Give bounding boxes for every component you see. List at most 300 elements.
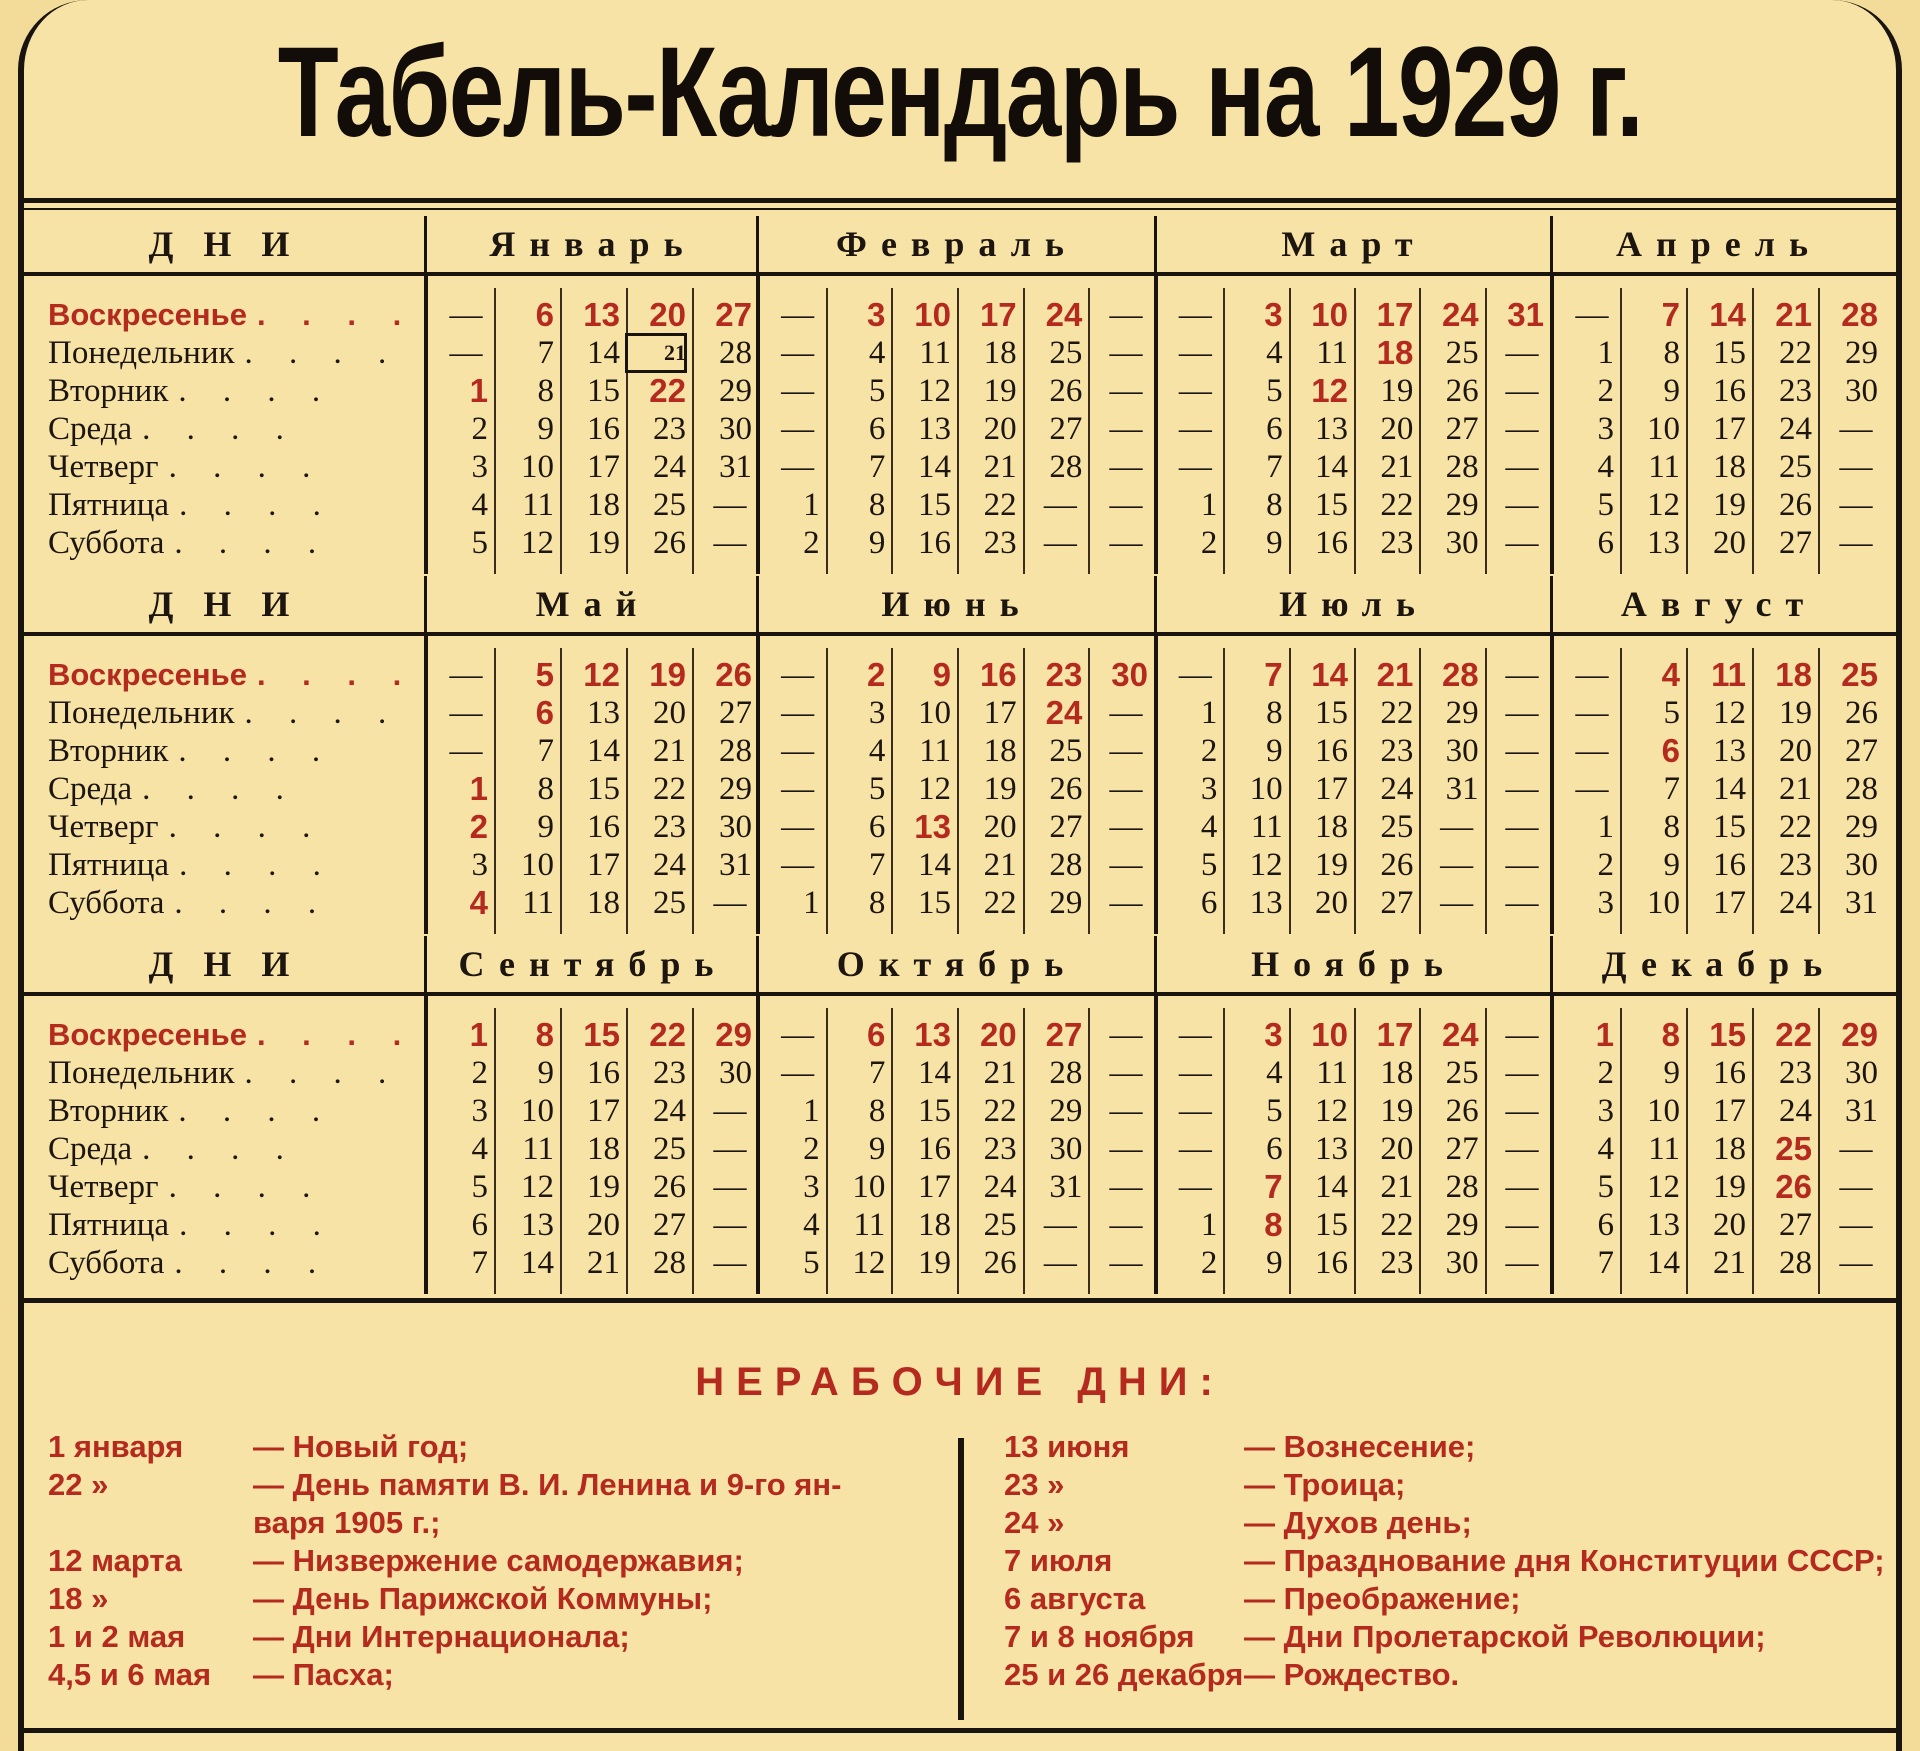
day-cell: 16 bbox=[1713, 373, 1746, 409]
empty-day-cell: — bbox=[1440, 809, 1474, 845]
week-column bbox=[626, 648, 692, 934]
day-cell: 10 bbox=[852, 1169, 886, 1205]
empty-day-cell: — bbox=[1178, 1017, 1212, 1053]
holiday-date: 18 » bbox=[48, 1581, 109, 1616]
day-cell: 1 bbox=[803, 885, 820, 921]
day-cell: 20 bbox=[1779, 733, 1812, 769]
day-cell: 23 bbox=[653, 809, 686, 845]
day-cell: 11 bbox=[919, 335, 951, 371]
week-column bbox=[626, 1008, 692, 1294]
day-cell: 26 bbox=[1380, 847, 1414, 883]
day-cell: 16 bbox=[587, 809, 620, 845]
day-cell: 10 bbox=[1647, 885, 1680, 921]
week-column bbox=[1289, 648, 1354, 934]
empty-day-cell: — bbox=[1839, 487, 1873, 523]
day-cell: 12 bbox=[1314, 1093, 1348, 1129]
day-cell: 7 bbox=[868, 847, 886, 883]
header-divider bbox=[1154, 216, 1157, 272]
empty-day-cell: — bbox=[1505, 657, 1539, 693]
day-cell: 18 bbox=[917, 1207, 951, 1243]
day-cell: 15 bbox=[583, 1016, 620, 1053]
empty-day-cell: — bbox=[1505, 449, 1539, 485]
day-cell: 2 bbox=[803, 1131, 820, 1167]
day-cell: 22 bbox=[983, 885, 1017, 921]
day-cell: 31 bbox=[1507, 296, 1544, 333]
empty-day-cell: — bbox=[1178, 1131, 1212, 1167]
quarter-block bbox=[24, 576, 1896, 936]
week-column bbox=[1023, 1008, 1089, 1294]
day-names-column bbox=[48, 1016, 428, 1282]
empty-day-cell: — bbox=[1575, 771, 1609, 807]
holiday-date: 7 и 8 ноября bbox=[1004, 1619, 1195, 1654]
empty-day-cell: — bbox=[1178, 335, 1212, 371]
day-cell: 30 bbox=[1049, 1131, 1083, 1167]
day-name bbox=[48, 656, 428, 694]
day-cell: 9 bbox=[868, 525, 886, 561]
day-cell: 4 bbox=[1597, 1131, 1614, 1167]
day-cell: 9 bbox=[537, 411, 554, 447]
day-name bbox=[48, 1168, 428, 1206]
day-cell: 2 bbox=[1200, 1245, 1218, 1281]
day-name bbox=[48, 1130, 428, 1168]
day-cell: 3 bbox=[1597, 885, 1614, 921]
day-cell: 9 bbox=[537, 809, 554, 845]
holiday-row bbox=[48, 1618, 958, 1656]
calendar-card bbox=[18, 0, 1902, 1751]
day-cell: 29 bbox=[719, 771, 752, 807]
day-cell: 23 bbox=[1779, 373, 1812, 409]
empty-day-cell: — bbox=[781, 695, 815, 731]
day-cell: 19 bbox=[587, 525, 620, 561]
week-column bbox=[1752, 1008, 1818, 1294]
day-cell: 25 bbox=[1841, 656, 1878, 693]
empty-day-cell: — bbox=[1839, 1245, 1873, 1281]
day-cell: 30 bbox=[1445, 1245, 1479, 1281]
day-cell: 11 bbox=[1250, 809, 1283, 845]
week-column bbox=[760, 288, 826, 574]
day-cell: 6 bbox=[471, 1207, 488, 1243]
day-cell: 6 bbox=[1597, 1207, 1614, 1243]
empty-day-cell: — bbox=[781, 1055, 815, 1091]
empty-day-cell: — bbox=[1109, 1245, 1143, 1281]
holidays-divider bbox=[24, 1298, 1896, 1303]
day-cell: 30 bbox=[719, 809, 752, 845]
week-column bbox=[692, 288, 758, 574]
holiday-name: — День Парижской Коммуны; bbox=[253, 1581, 713, 1616]
day-cell: 13 bbox=[914, 1016, 951, 1053]
days-header: ДНИ bbox=[148, 944, 320, 984]
empty-day-cell: — bbox=[781, 411, 815, 447]
day-cell: 11 bbox=[1711, 656, 1746, 693]
day-cell: 7 bbox=[1661, 296, 1680, 333]
month-name: Июль bbox=[1279, 584, 1429, 624]
day-cell: 21 bbox=[1380, 449, 1414, 485]
empty-day-cell: — bbox=[449, 657, 483, 693]
day-cell: 2 bbox=[1597, 847, 1614, 883]
empty-day-cell: — bbox=[1109, 449, 1143, 485]
month-grid bbox=[1158, 1008, 1550, 1294]
month-name: Май bbox=[535, 584, 651, 624]
leader-dots: . . . . bbox=[179, 847, 335, 883]
week-column bbox=[957, 288, 1023, 574]
day-cell: 19 bbox=[1314, 847, 1348, 883]
week-column bbox=[1752, 648, 1818, 934]
month-name: Декабрь bbox=[1601, 944, 1837, 984]
bottom-border bbox=[24, 1728, 1896, 1733]
month-grid bbox=[1158, 288, 1550, 574]
empty-day-cell: — bbox=[713, 525, 747, 561]
day-cell: 11 bbox=[853, 1207, 886, 1243]
day-cell: 1 bbox=[1200, 1207, 1218, 1243]
holiday-name: — Рождество. bbox=[1244, 1657, 1460, 1692]
day-cell: 25 bbox=[1445, 1055, 1479, 1091]
leader-dots: . . . . bbox=[168, 449, 325, 485]
day-cell: 14 bbox=[1647, 1245, 1680, 1281]
day-cell: 4 bbox=[471, 1131, 488, 1167]
holiday-date: 24 » bbox=[1004, 1505, 1065, 1540]
day-name-label: Вторник bbox=[48, 1093, 169, 1129]
holiday-row bbox=[1004, 1466, 1884, 1504]
holiday-name: — Новый год; bbox=[253, 1429, 469, 1464]
day-cell: 31 bbox=[719, 449, 752, 485]
day-cell: 16 bbox=[587, 1055, 620, 1091]
day-cell: 10 bbox=[521, 449, 554, 485]
week-column bbox=[957, 648, 1023, 934]
day-cell: 14 bbox=[1311, 656, 1348, 693]
header-divider bbox=[424, 576, 427, 632]
day-cell: 15 bbox=[917, 1093, 951, 1129]
day-cell: 3 bbox=[471, 847, 488, 883]
day-cell: 22 bbox=[1779, 809, 1812, 845]
day-cell: 15 bbox=[587, 373, 620, 409]
week-column bbox=[1818, 288, 1884, 574]
empty-day-cell: — bbox=[713, 487, 747, 523]
holiday-row bbox=[1004, 1504, 1884, 1542]
holiday-date: 25 и 26 декабря bbox=[1004, 1657, 1244, 1692]
day-cell: 10 bbox=[521, 1093, 554, 1129]
day-name bbox=[48, 1054, 428, 1092]
day-cell: 8 bbox=[1266, 487, 1283, 523]
day-name bbox=[48, 808, 428, 846]
day-cell: 21 bbox=[1376, 656, 1414, 693]
day-cell: 8 bbox=[1661, 1016, 1680, 1053]
empty-day-cell: — bbox=[781, 733, 815, 769]
day-cell: 1 bbox=[1200, 487, 1218, 523]
day-cell: 5 bbox=[1266, 373, 1283, 409]
day-cell: 20 bbox=[587, 1207, 620, 1243]
day-cell: 18 bbox=[1775, 656, 1812, 693]
day-cell: 24 bbox=[1779, 411, 1812, 447]
empty-day-cell: — bbox=[781, 847, 815, 883]
day-cell: 15 bbox=[1709, 1016, 1746, 1053]
day-cell: 23 bbox=[1779, 1055, 1812, 1091]
day-cell: 15 bbox=[1713, 809, 1746, 845]
leader-dots: . . . . bbox=[179, 487, 335, 523]
day-cell: 7 bbox=[868, 449, 886, 485]
week-column bbox=[1485, 648, 1550, 934]
day-cell: 16 bbox=[917, 1131, 951, 1167]
day-cell: 23 bbox=[1779, 847, 1812, 883]
day-cell: 14 bbox=[521, 1245, 554, 1281]
day-name-label: Среда bbox=[48, 1131, 133, 1167]
header-divider bbox=[424, 936, 427, 992]
day-cell: 9 bbox=[1266, 1245, 1283, 1281]
empty-day-cell: — bbox=[1178, 449, 1212, 485]
day-cell: 26 bbox=[1049, 771, 1083, 807]
day-cell: 17 bbox=[983, 695, 1017, 731]
day-cell: 19 bbox=[983, 373, 1017, 409]
day-cell: 18 bbox=[1314, 809, 1348, 845]
day-cell: 18 bbox=[983, 733, 1017, 769]
leader-dots: . . . . bbox=[168, 1169, 325, 1205]
day-name-label: Вторник bbox=[48, 373, 169, 409]
holiday-name: — Пасха; bbox=[253, 1657, 394, 1692]
day-cell: 17 bbox=[1713, 885, 1746, 921]
day-cell: 18 bbox=[1713, 449, 1746, 485]
empty-day-cell: — bbox=[1109, 771, 1143, 807]
day-cell: 6 bbox=[866, 1016, 886, 1053]
day-cell: 30 bbox=[1445, 525, 1479, 561]
week-column bbox=[428, 648, 494, 934]
day-cell: 29 bbox=[1445, 1207, 1479, 1243]
day-cell: 23 bbox=[653, 1055, 686, 1091]
header-divider bbox=[424, 216, 427, 272]
day-cell: 31 bbox=[1049, 1169, 1083, 1205]
week-column bbox=[1354, 1008, 1419, 1294]
day-name-label: Четверг bbox=[48, 449, 159, 485]
day-cell: 26 bbox=[1779, 487, 1812, 523]
day-cell: 2 bbox=[866, 656, 886, 693]
day-cell: 16 bbox=[917, 525, 951, 561]
day-cell: 20 bbox=[649, 296, 686, 333]
day-cell: 13 bbox=[1314, 1131, 1348, 1167]
holidays-column-divider bbox=[958, 1438, 964, 1720]
holidays-left-column bbox=[48, 1428, 958, 1694]
month-grid bbox=[428, 1008, 758, 1294]
empty-day-cell: — bbox=[1109, 487, 1143, 523]
day-cell: 10 bbox=[1311, 1016, 1348, 1053]
week-column bbox=[1088, 1008, 1154, 1294]
month-name: Август bbox=[1620, 584, 1818, 624]
day-cell: 29 bbox=[1841, 1016, 1878, 1053]
day-cell: 14 bbox=[917, 449, 951, 485]
day-cell: 1 bbox=[803, 487, 820, 523]
week-column bbox=[560, 288, 626, 574]
leader-dots: . . . . bbox=[142, 1131, 298, 1167]
day-name bbox=[48, 410, 428, 448]
empty-day-cell: — bbox=[1575, 733, 1609, 769]
day-cell: 13 bbox=[521, 1207, 554, 1243]
holiday-date: 1 января bbox=[48, 1429, 184, 1464]
holidays-right-column bbox=[1004, 1428, 1884, 1694]
empty-day-cell: — bbox=[449, 297, 483, 333]
week-column bbox=[1485, 1008, 1550, 1294]
week-column bbox=[1023, 288, 1089, 574]
day-cell: 4 bbox=[1266, 335, 1283, 371]
empty-day-cell: — bbox=[1505, 1169, 1539, 1205]
day-cell: 3 bbox=[471, 1093, 488, 1129]
day-cell: 28 bbox=[1445, 1169, 1479, 1205]
day-cell: 12 bbox=[852, 1245, 886, 1281]
day-cell: 8 bbox=[868, 1093, 886, 1129]
day-cell: 17 bbox=[587, 847, 620, 883]
leader-dots: . . . . bbox=[174, 525, 331, 561]
week-column bbox=[494, 288, 560, 574]
day-cell: 17 bbox=[587, 1093, 620, 1129]
day-cell: 9 bbox=[1266, 733, 1283, 769]
day-cell: 9 bbox=[932, 656, 951, 693]
day-cell: 7 bbox=[537, 335, 554, 371]
week-column bbox=[891, 648, 957, 934]
day-cell: 9 bbox=[1663, 847, 1680, 883]
day-cell: 2 bbox=[471, 1055, 488, 1091]
week-column bbox=[494, 648, 560, 934]
day-cell: 19 bbox=[1779, 695, 1812, 731]
day-cell: 9 bbox=[1663, 373, 1680, 409]
day-cell: 30 bbox=[719, 411, 752, 447]
day-cell: 29 bbox=[1445, 695, 1479, 731]
day-name bbox=[48, 296, 428, 334]
week-column bbox=[494, 1008, 560, 1294]
day-cell: 31 bbox=[719, 847, 752, 883]
day-cell: 26 bbox=[1775, 1168, 1812, 1205]
day-cell: 24 bbox=[653, 1093, 686, 1129]
day-cell: 13 bbox=[1713, 733, 1746, 769]
day-cell: 24 bbox=[1441, 1016, 1479, 1053]
day-cell: 12 bbox=[1647, 487, 1680, 523]
empty-day-cell: — bbox=[1505, 847, 1539, 883]
empty-day-cell: — bbox=[1043, 1245, 1077, 1281]
week-column bbox=[1223, 1008, 1288, 1294]
day-cell: 13 bbox=[917, 411, 951, 447]
day-cell: 27 bbox=[1845, 733, 1878, 769]
holiday-row bbox=[48, 1466, 958, 1504]
holidays-section bbox=[24, 1308, 1896, 1751]
day-cell: 2 bbox=[1200, 733, 1218, 769]
day-cell: 23 bbox=[1045, 656, 1083, 693]
day-name-label: Пятница bbox=[48, 1207, 170, 1243]
empty-day-cell: — bbox=[1505, 885, 1539, 921]
week-column bbox=[1023, 648, 1089, 934]
day-cell: 11 bbox=[919, 733, 951, 769]
empty-day-cell: — bbox=[1505, 1207, 1539, 1243]
day-cell: 29 bbox=[1445, 487, 1479, 523]
holiday-name: — Преображение; bbox=[1244, 1581, 1521, 1616]
empty-day-cell: — bbox=[1178, 373, 1212, 409]
day-cell: 20 bbox=[1380, 1131, 1414, 1167]
day-cell: 27 bbox=[1779, 1207, 1812, 1243]
day-name-label: Понедельник bbox=[48, 695, 235, 731]
empty-day-cell: — bbox=[1839, 1207, 1873, 1243]
day-cell: 21 bbox=[1779, 771, 1812, 807]
day-cell: 9 bbox=[1663, 1055, 1680, 1091]
day-cell: 14 bbox=[917, 1055, 951, 1091]
empty-day-cell: — bbox=[781, 449, 815, 485]
header-divider bbox=[1550, 576, 1553, 632]
holiday-row bbox=[48, 1580, 958, 1618]
day-cell: 18 bbox=[1376, 334, 1414, 371]
empty-day-cell: — bbox=[713, 1245, 747, 1281]
month-grid bbox=[1158, 648, 1550, 934]
empty-day-cell: — bbox=[1109, 695, 1143, 731]
empty-day-cell: — bbox=[713, 885, 747, 921]
holiday-name: — Троица; bbox=[1244, 1467, 1406, 1502]
empty-day-cell: — bbox=[1109, 1131, 1143, 1167]
leader-dots: . . . . bbox=[244, 1055, 401, 1091]
empty-day-cell: — bbox=[1505, 1017, 1539, 1053]
day-cell: 8 bbox=[535, 1016, 554, 1053]
day-cell: 5 bbox=[1266, 1093, 1283, 1129]
leader-dots: . . . . bbox=[244, 335, 401, 371]
day-cell: 28 bbox=[1841, 296, 1878, 333]
day-cell: 1 bbox=[469, 1016, 488, 1053]
empty-day-cell: — bbox=[1839, 449, 1873, 485]
day-cell: 20 bbox=[983, 809, 1017, 845]
day-cell: 22 bbox=[1779, 335, 1812, 371]
holiday-date: 7 июля bbox=[1004, 1543, 1113, 1578]
empty-day-cell: — bbox=[449, 335, 483, 371]
empty-day-cell: — bbox=[449, 695, 483, 731]
day-cell: 18 bbox=[587, 487, 620, 523]
header-divider bbox=[1550, 216, 1553, 272]
day-cell: 26 bbox=[1049, 373, 1083, 409]
holiday-name: — Дни Интернационала; bbox=[253, 1619, 630, 1654]
day-cell: 18 bbox=[587, 1131, 620, 1167]
day-cell: 1 bbox=[469, 372, 488, 409]
day-cell: 12 bbox=[583, 656, 620, 693]
holiday-name: — Вознесение; bbox=[1244, 1429, 1476, 1464]
week-column bbox=[1818, 648, 1884, 934]
week-column bbox=[826, 288, 892, 574]
week-column bbox=[1419, 1008, 1484, 1294]
week-column bbox=[1620, 1008, 1686, 1294]
day-cell: 8 bbox=[537, 373, 554, 409]
empty-day-cell: — bbox=[1109, 809, 1143, 845]
day-cell: 27 bbox=[1445, 411, 1479, 447]
day-cell: 9 bbox=[537, 1055, 554, 1091]
leader-dots: . . . . bbox=[179, 1207, 335, 1243]
day-cell: 1 bbox=[1595, 1016, 1614, 1053]
day-cell: 10 bbox=[1647, 1093, 1680, 1129]
day-cell: 17 bbox=[587, 449, 620, 485]
holiday-name: — Духов день; bbox=[1244, 1505, 1472, 1540]
day-cell: 12 bbox=[917, 373, 951, 409]
day-cell: 4 bbox=[469, 884, 488, 921]
day-name-label: Пятница bbox=[48, 847, 170, 883]
day-cell: 6 bbox=[868, 809, 886, 845]
header-divider bbox=[756, 216, 759, 272]
day-cell: 25 bbox=[983, 1207, 1017, 1243]
day-cell: 3 bbox=[1597, 1093, 1614, 1129]
week-column bbox=[1554, 648, 1620, 934]
day-cell: 2 bbox=[1200, 525, 1218, 561]
month-grid bbox=[1554, 288, 1884, 574]
day-cell: 23 bbox=[1380, 733, 1414, 769]
empty-day-cell: — bbox=[1440, 847, 1474, 883]
day-cell: 24 bbox=[653, 847, 686, 883]
day-cell: 31 bbox=[1845, 1093, 1878, 1129]
day-cell: 24 bbox=[1045, 694, 1083, 731]
leader-dots: . . . . bbox=[256, 657, 416, 692]
day-cell: 15 bbox=[587, 771, 620, 807]
day-cell: 22 bbox=[983, 487, 1017, 523]
day-cell: 4 bbox=[1597, 449, 1614, 485]
day-cell: 17 bbox=[1713, 1093, 1746, 1129]
day-cell: 3 bbox=[803, 1169, 820, 1205]
week-column bbox=[1686, 1008, 1752, 1294]
day-name bbox=[48, 524, 428, 562]
week-column bbox=[1354, 648, 1419, 934]
